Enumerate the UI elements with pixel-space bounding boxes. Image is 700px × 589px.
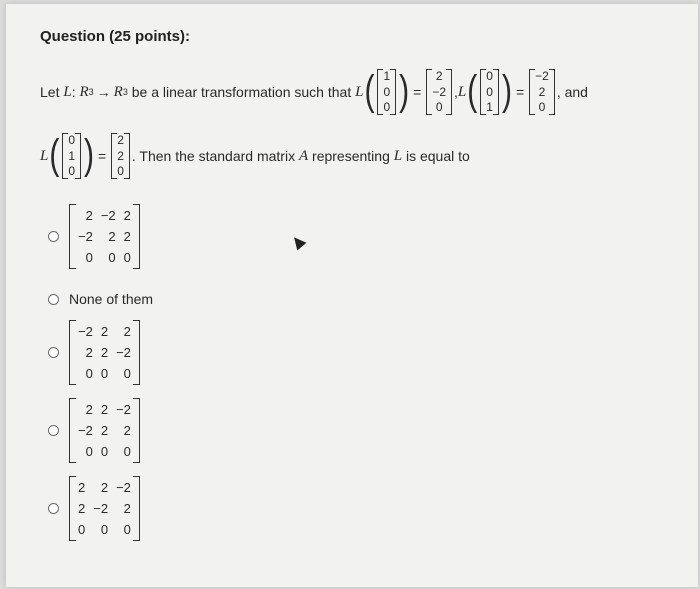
and-text: , and: [556, 84, 588, 100]
answer-option-1[interactable]: [48, 204, 140, 269]
radio-button[interactable]: [48, 347, 59, 358]
matrix-option-3: −2 2 2 2 2 −2 0 0 0: [69, 320, 140, 385]
intro-text: Let: [40, 84, 60, 100]
matrix-option-4: 2 2 −2 −2 2 2 0 0 0: [69, 398, 140, 463]
answer-option-5[interactable]: [48, 476, 140, 541]
question-statement-line2: L ( 0 1 0 ) = 2 2 0 . Then the standard matrix A representing L is equal to: [40, 132, 470, 179]
question-heading: Question (25 points):: [40, 28, 190, 45]
answer-option-3[interactable]: [48, 320, 140, 385]
matrix-option-1: 2 −2 2 −2 2 2 0 0 0: [69, 204, 140, 269]
radio-button[interactable]: [48, 425, 59, 436]
vector-e2: 0 1 0: [62, 133, 81, 179]
intro-rest-text: be a linear transformation such that: [131, 84, 352, 100]
radio-button[interactable]: [48, 231, 59, 242]
then-text: . Then the standard matrix: [131, 148, 296, 164]
vector-L-e2: 2 2 0: [111, 133, 130, 179]
symbol-L: L: [63, 83, 72, 100]
radio-button[interactable]: [48, 294, 59, 305]
answer-option-4[interactable]: [48, 398, 140, 463]
answer-option-2[interactable]: [48, 291, 153, 307]
vector-L-e3: −2 2 0: [529, 69, 555, 115]
question-statement-line1: Let L : R 3 → R 3 be a linear transformation such that L ( 1 0 0 ) = 2 −2 0 , L ( 0 0 1 ) = −2 2 0 , and: [40, 68, 588, 115]
none-of-them-label: None of them: [69, 291, 154, 307]
question-card: [6, 4, 698, 587]
mouse-cursor-icon: [290, 234, 307, 251]
matrix-option-5: 2 2 −2 2 −2 2 0 0 0: [69, 476, 140, 541]
vector-L-e1: 2 −2 0: [426, 69, 452, 115]
vector-e1: 1 0 0: [377, 69, 396, 115]
vector-e3: 0 0 1: [480, 69, 499, 115]
arrow-icon: →: [96, 84, 111, 100]
radio-button[interactable]: [48, 503, 59, 514]
